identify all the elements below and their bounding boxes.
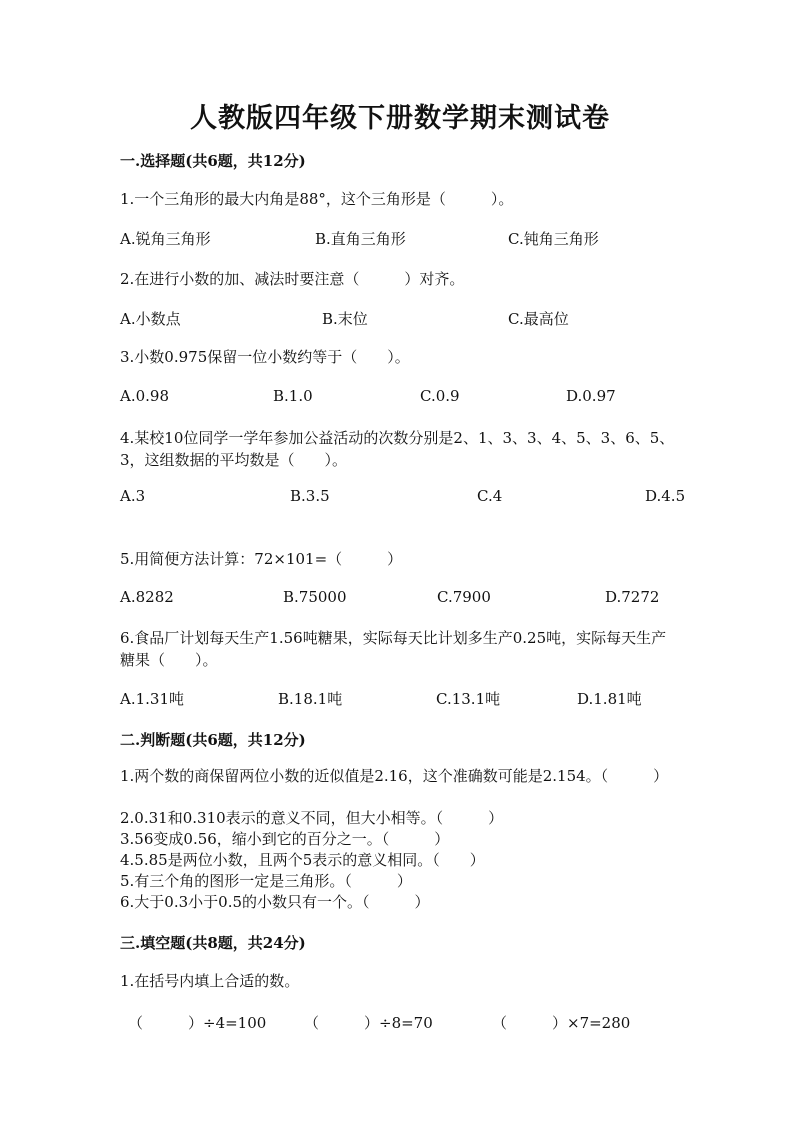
question-text: 2.在进行小数的加、减法时要注意（ ）对齐。 xyxy=(120,270,465,288)
option-a: A.锐角三角形 xyxy=(120,230,211,248)
option-a: A.0.98 xyxy=(120,387,169,405)
option-a: A.小数点 xyxy=(120,310,181,328)
option-c: C.钝角三角形 xyxy=(508,230,599,248)
question-text: 1.一个三角形的最大内角是88°，这个三角形是（ ）。 xyxy=(120,190,514,208)
judgment-item: 6.大于0.3小于0.5的小数只有一个。（ ） xyxy=(120,893,430,911)
option-b: B.75000 xyxy=(283,588,347,606)
fill-blank-expression: （ ）÷4=100 xyxy=(128,1014,267,1032)
question-text: 6.食品厂计划每天生产1.56吨糖果，实际每天比计划多生产0.25吨，实际每天生产糖果（ ）。 xyxy=(120,629,667,669)
option-a: A.3 xyxy=(120,487,146,505)
option-b: B.直角三角形 xyxy=(315,230,406,248)
option-b: B.末位 xyxy=(322,310,368,328)
option-d: D.0.97 xyxy=(566,387,616,405)
option-b: B.18.1吨 xyxy=(278,690,343,708)
judgment-item: 3.56变成0.56，缩小到它的百分之一。（ ） xyxy=(120,830,450,848)
option-c: C.4 xyxy=(477,487,503,505)
option-d: D.1.81吨 xyxy=(577,690,642,708)
exam-title: 人教版四年级下册数学期末测试卷 xyxy=(190,103,610,134)
option-b: B.3.5 xyxy=(290,487,330,505)
judgment-item: 4.5.85是两位小数，且两个5表示的意义相同。（ ） xyxy=(120,851,485,869)
question-text: 1.在括号内填上合适的数。 xyxy=(120,972,300,990)
question-text: 4.某校10位同学一学年参加公益活动的次数分别是2、1、3、3、4、5、3、6、5、3，这组数据的平均数是（ ）。 xyxy=(120,429,675,469)
question-text: 5.用简便方法计算：72×101=（ ） xyxy=(120,550,403,568)
option-c: C.7900 xyxy=(437,588,491,606)
judgment-item: 1.两个数的商保留两位小数的近似值是2.16，这个准确数可能是2.154。（ ） xyxy=(120,767,669,785)
option-a: A.8282 xyxy=(120,588,174,606)
section-heading-judgment: 二.判断题(共6题，共12分) xyxy=(120,731,306,749)
question-text: 3.小数0.975保留一位小数约等于（ ）。 xyxy=(120,348,410,366)
section-heading-choice: 一.选择题(共6题，共12分) xyxy=(120,152,306,170)
option-d: D.7272 xyxy=(605,588,660,606)
judgment-item: 2.0.31和0.310表示的意义不同，但大小相等。（ ） xyxy=(120,809,504,827)
fill-blank-expression: （ ）×7=280 xyxy=(492,1014,631,1032)
option-d: D.4.5 xyxy=(645,487,686,505)
judgment-item: 5.有三个角的图形一定是三角形。（ ） xyxy=(120,872,412,890)
fill-blank-expression: （ ）÷8=70 xyxy=(304,1014,433,1032)
option-a: A.1.31吨 xyxy=(120,690,184,708)
option-c: C.13.1吨 xyxy=(436,690,501,708)
option-b: B.1.0 xyxy=(273,387,313,405)
option-c: C.0.9 xyxy=(420,387,460,405)
option-c: C.最高位 xyxy=(508,310,569,328)
section-heading-fill: 三.填空题(共8题，共24分) xyxy=(120,934,306,952)
